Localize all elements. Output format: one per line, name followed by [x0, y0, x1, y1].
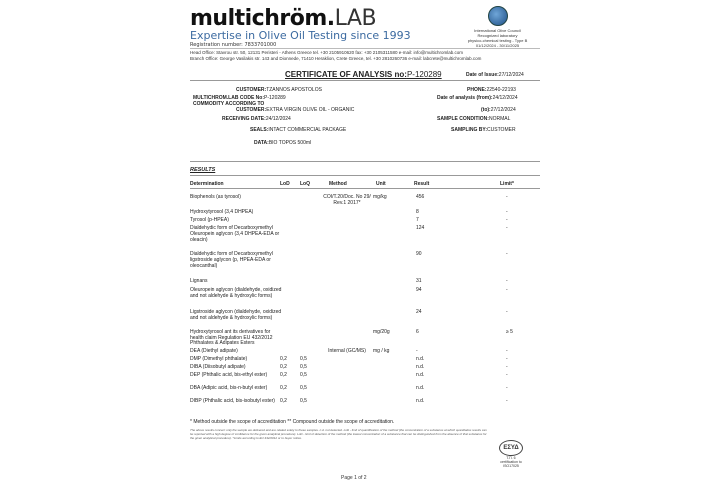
unit-cell: mg / kg	[373, 348, 390, 354]
loq-cell: 0,5	[300, 398, 307, 404]
results-divider	[190, 175, 540, 176]
loq-cell: 0,5	[300, 385, 307, 391]
limit-cell: -	[506, 372, 508, 378]
accreditation-badge: ΕΣΥΔ Τ.Π. 6 certification to ISO17025	[496, 440, 526, 468]
customer-field: CUSTOMER:TZANNOS APOSTOLOS	[236, 87, 322, 93]
data-field: DATA:BIO TOPOS 500ml	[254, 140, 312, 146]
lod-cell: 0,2	[280, 398, 287, 404]
limit-cell: ≥ 5	[506, 329, 513, 335]
receiving-date-field: RECEIVING DATE:24/12/2024	[222, 116, 291, 122]
fields-divider	[190, 161, 540, 162]
determination-cell: DMP (Dimethyl phthalate)	[190, 356, 248, 362]
result-cell: 90	[416, 251, 422, 257]
page-number: Page 1 of 2	[341, 475, 367, 481]
limit-cell: -	[506, 398, 508, 404]
result-cell: 24	[416, 309, 422, 315]
result-cell: n.d.	[416, 398, 425, 404]
result-cell: 94	[416, 287, 422, 293]
commodity-field: CUSTOMER:EXTRA VIRGIN OLIVE OIL - ORGANIC	[236, 107, 355, 113]
limit-cell: -	[506, 364, 508, 370]
determination-cell: Dialdehydic form of Decarboxymethyl ligstroside aglycon (p, HPEA-EDA or oleocanthal)	[190, 251, 273, 269]
tagline: Expertise in Olive Oil Testing since 1993	[190, 29, 411, 42]
determination-cell: Lignans	[190, 278, 208, 284]
office-addresses: Head Office: Stavrou str. 50, 12131 Peristeri - Athens Greece tel. +30 2105910620 fax: +30 2105311580 e-mail: info@multichromlab.com Branch Office: George Vasilakis str. 143 and Dionnede, 71410 Heraklion, Crete Greece, tel. +30 2810260736 e-mail: labcrete@multichromlab.com	[190, 48, 540, 62]
fine-print: The above results concern only the sample we delivered and are related solely to these samples. n.d. not detected. LoD - limit of quantification of the method (the concentration of a substance at which quantitative results can be reported with a high degree of confidence for the given analytical procedure). LoD - limit of detection of the method (the lowest concentration of a substance that can be distinguished from the absence of that substance for the given analytical procedure). *Limits according to EU 432/2012 or to buyer notice.	[190, 428, 487, 440]
determination-cell: DEP (Phthalic acid, bis-ethyl ester)	[190, 372, 268, 378]
col-unit: Unit	[376, 181, 386, 187]
result-cell: 8	[416, 209, 419, 215]
limit-cell: -	[506, 385, 508, 391]
col-loq: LoQ	[300, 181, 310, 187]
determination-cell: Hydroxytyrosol (3,4 DHPEA)	[190, 209, 254, 215]
sampling-by-field: SAMPLING BY:CUSTOMER	[451, 127, 516, 133]
determination-cell: DIBP (Phthalic acid, bis-isobutyl ester)	[190, 398, 275, 404]
limit-cell: -	[506, 287, 508, 293]
limit-cell: -	[506, 251, 508, 257]
lod-cell: 0,2	[280, 356, 287, 362]
unit-cell: mg/20g	[373, 329, 390, 335]
determination-cell: Hydroxytyrosol ant its derivatives for health claim Regulation EU 432/2012	[190, 329, 273, 341]
limit-cell: -	[506, 356, 508, 362]
limit-cell: -	[506, 194, 508, 200]
limit-cell: -	[506, 225, 508, 231]
result-cell: 7	[416, 217, 419, 223]
limit-cell: -	[506, 278, 508, 284]
col-lod: LoD	[280, 181, 290, 187]
col-determination: Determination	[190, 181, 224, 187]
result-cell: n.d.	[416, 372, 425, 378]
col-result: Result	[414, 181, 430, 187]
determination-cell: Biophenols (as tyrosol)	[190, 194, 241, 200]
determination-cell: Ligstroside aglycon (dialdehyde, oxidized and not aldehyde & hydroxylic forms)	[190, 309, 282, 321]
esyd-logo-icon: ΕΣΥΔ	[499, 440, 523, 456]
registration-number: Registration number: 7833701000	[190, 42, 277, 48]
result-cell: 6	[416, 329, 419, 335]
multichrom-logo: multichröm.LAB Expertise in Olive Oil Testing since 1993 Registration number: 7833701000	[190, 6, 411, 48]
loq-cell: 0,5	[300, 372, 307, 378]
result-cell: 31	[416, 278, 422, 284]
lod-cell: 0,2	[280, 385, 287, 391]
lod-cell: 0,2	[280, 372, 287, 378]
commodity-label: COMMODITY ACCORDING TO	[193, 101, 265, 107]
determination-cell: Oleuropein aglycon (dialdehyde, oxidized and not aldehyde & hydroxylic forms)	[190, 287, 282, 299]
result-cell: n.d.	[416, 364, 425, 370]
loq-cell: 0,5	[300, 364, 307, 370]
loq-cell: 0,5	[300, 356, 307, 362]
limit-cell: -	[506, 209, 508, 215]
determination-cell: DEA (Diethyl adipate)	[190, 348, 238, 354]
determination-cell: Phthalates & Adipates Esters	[190, 340, 255, 346]
unit-cell: mg/kg	[373, 194, 387, 200]
result-cell: -	[416, 348, 418, 354]
method-cell: COI/T.20/Doc. No 29/ Rev.1 2017*	[323, 194, 371, 206]
header-divider	[190, 188, 540, 189]
phone-field: PHONE:22540-22193	[467, 87, 516, 93]
col-limit: Limit*	[500, 181, 514, 187]
lab-code-field: MULTICHROM.LAB CODE No:P-120289	[193, 95, 286, 101]
limit-cell: -	[506, 348, 508, 354]
ioc-badge: International Olive Council Recognized laboratory physico-chemical testing - Type B 01/12/2024 - 30/11/2025	[455, 6, 540, 48]
seals-field: SEALS:INTACT COMMERCIAL PACKAGE	[250, 127, 347, 133]
determination-cell: Tyrosol (p-HPEA)	[190, 217, 229, 223]
certificate-title: CERTIFICATE OF ANALYSIS no:P-120289	[285, 70, 442, 79]
limit-cell: -	[506, 309, 508, 315]
date-of-issue: Date of Issue:27/12/2024	[466, 72, 524, 78]
result-cell: 456	[416, 194, 425, 200]
determination-cell: Dialdehydic form of Decarboxymethyl Oleuropein aglycon (3,4 DHPEA-EDA or oleacin)	[190, 225, 280, 243]
determination-cell: DBA (Adipic acid, bis-n-butyl ester)	[190, 385, 268, 391]
lod-cell: 0,2	[280, 364, 287, 370]
analysis-to-field: (to):27/12/2024	[481, 107, 516, 113]
col-method: Method	[329, 181, 347, 187]
determination-cell: DIBA (Diisobutyl adipate)	[190, 364, 246, 370]
sample-condition-field: SAMPLE CONDITION:NORMAL	[437, 116, 511, 122]
results-heading: RESULTS	[190, 167, 216, 173]
analysis-from-field: Date of analysis (from):24/12/2024	[437, 95, 518, 101]
title-divider	[190, 80, 540, 81]
result-cell: n.d.	[416, 385, 425, 391]
ioc-globe-icon	[488, 6, 508, 26]
method-cell: Internal (GC/MS)	[328, 348, 366, 354]
limit-cell: -	[506, 217, 508, 223]
result-cell: n.d.	[416, 356, 425, 362]
result-cell: 124	[416, 225, 425, 231]
scope-note: * Method outside the scope of accreditation ** Compound outside the scope of accreditation.	[190, 419, 395, 425]
